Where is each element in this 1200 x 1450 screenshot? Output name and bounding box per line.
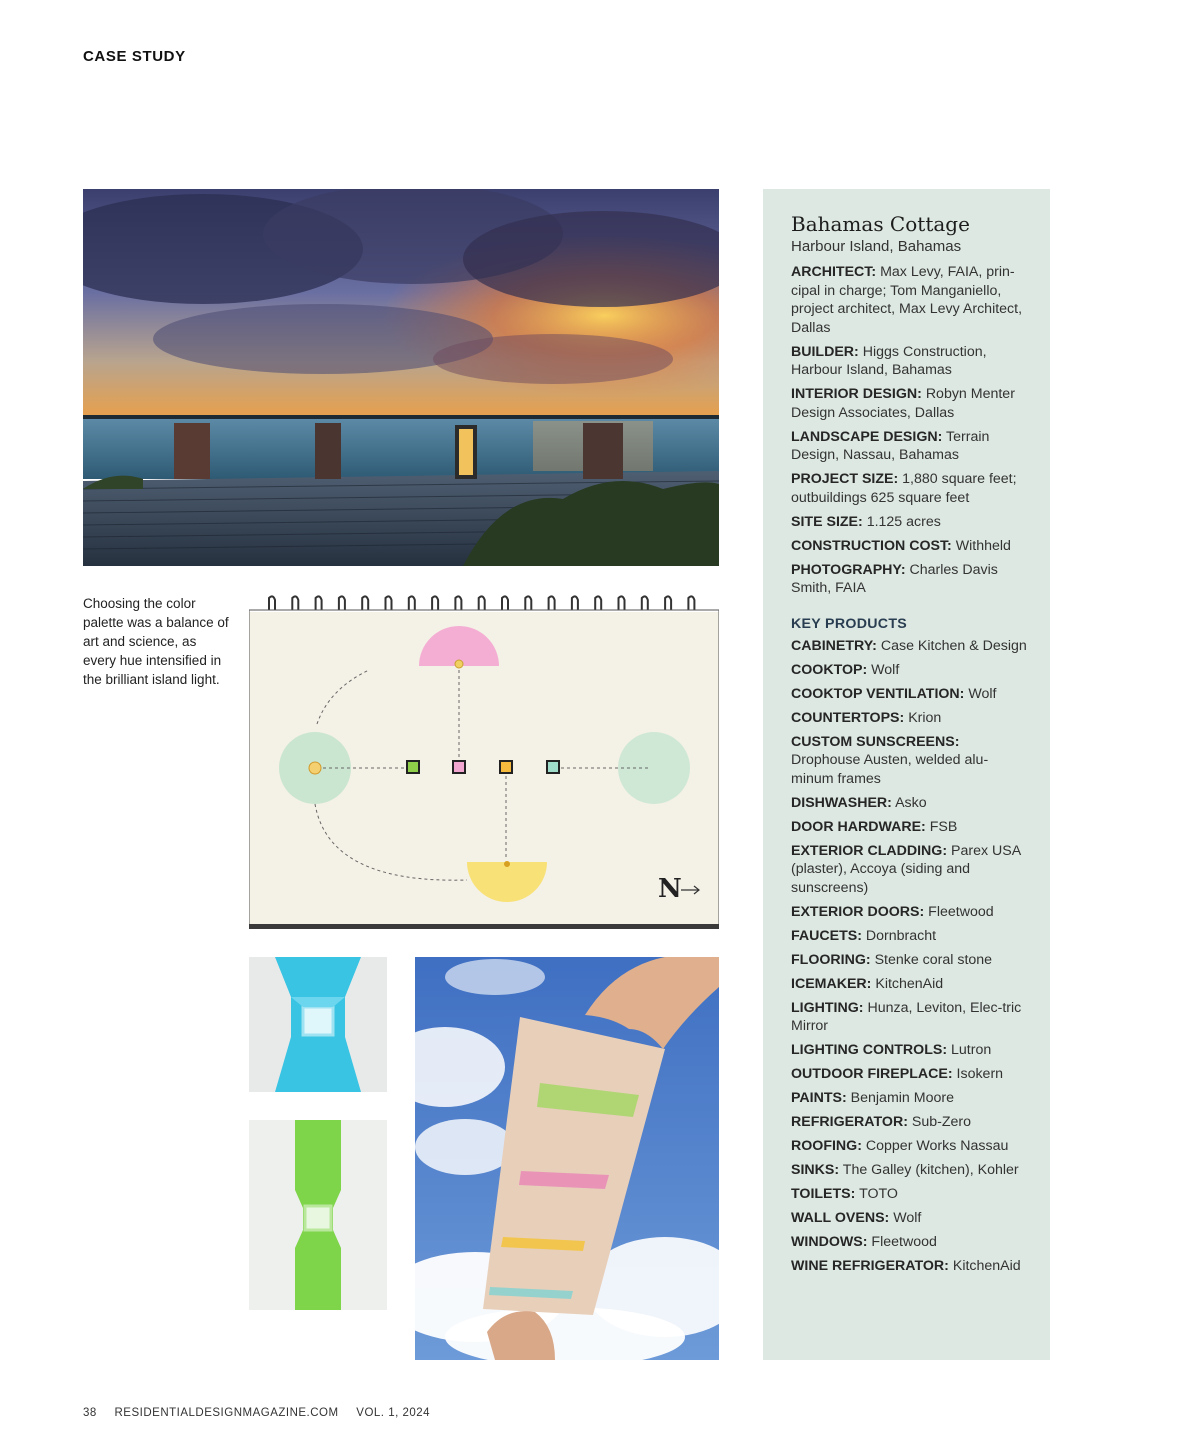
product-item-label: CABINETRY: — [791, 637, 877, 654]
credit-item — [791, 428, 1030, 465]
product-item — [791, 1113, 1030, 1132]
credit-item-value: 1,880 square feet; outbuildings 625 square feet — [791, 471, 1017, 506]
product-item-value: Krion — [908, 709, 942, 726]
credit-item-value: Terrain Design, Nassau, Bahamas — [791, 428, 990, 463]
page-number: 38 — [83, 1407, 97, 1419]
credit-item — [791, 537, 1030, 556]
credit-item — [791, 385, 1030, 422]
credit-item — [791, 470, 1030, 507]
color-palette-sketch — [249, 594, 719, 929]
product-item-label: WINDOWS: — [791, 1234, 868, 1250]
product-item-value: Sub-Zero — [911, 1114, 972, 1130]
credit-item-label: PHOTOGRAPHY: — [791, 561, 906, 578]
product-item-label: FAUCETS: — [791, 927, 862, 944]
project-info-sidebar — [763, 189, 1050, 1360]
product-item-label: FLOORING: — [791, 951, 871, 968]
product-item-label: LIGHTING CONTROLS: — [791, 1042, 948, 1058]
photo-caption: Choosing the color palette was a balance of art and science, as every hue intensified in the brilliant island light. — [83, 596, 229, 687]
product-item-value: TOTO — [859, 1186, 898, 1202]
project-title: Bahamas Cottage — [791, 212, 970, 236]
product-item-value: Fleetwood — [871, 1234, 937, 1250]
product-item — [791, 1161, 1030, 1180]
product-item-label: DISHWASHER: — [791, 794, 892, 811]
product-item — [791, 975, 1030, 994]
credit-item — [791, 263, 1030, 337]
credit-item-value: Higgs Construction, Harbour Island, Bahamas — [791, 343, 987, 378]
product-item-label: COOKTOP: — [791, 661, 868, 678]
product-item-value: Case Kitchen & Design — [880, 637, 1027, 654]
product-item-value: Copper Works Nassau — [865, 1138, 1009, 1154]
product-item — [791, 1065, 1030, 1084]
product-item-value: Isokern — [956, 1066, 1004, 1082]
product-item-value: Stenke coral stone — [874, 951, 993, 968]
product-item-value: Fleetwood — [928, 903, 994, 920]
credit-item — [791, 513, 1030, 532]
product-item-value: Hunza, Leviton, Elec-tric Mirror — [791, 999, 1022, 1034]
product-item-label: WINE REFRIGERATOR: — [791, 1258, 949, 1274]
hero-sunset-photo — [83, 189, 719, 566]
product-item-label: WALL OVENS: — [791, 1210, 890, 1226]
section-label: CASE STUDY — [83, 48, 186, 65]
product-item — [791, 903, 1030, 922]
product-item — [791, 1041, 1030, 1060]
product-item-value: Benjamin Moore — [850, 1090, 954, 1106]
product-item-value: Wolf — [893, 1210, 922, 1226]
product-item-value: Wolf — [968, 685, 997, 702]
credit-item — [791, 343, 1030, 380]
credit-item-value: 1.125 acres — [866, 513, 941, 530]
product-item — [791, 1137, 1030, 1156]
product-item — [791, 709, 1030, 728]
product-item-label: LIGHTING: — [791, 999, 864, 1016]
product-item-value: KitchenAid — [875, 975, 944, 992]
key-products-heading: KEY PRODUCTS — [791, 615, 908, 632]
credit-item-label: BUILDER: — [791, 343, 859, 360]
credit-item-label: INTERIOR DESIGN: — [791, 386, 922, 402]
credit-item-label: PROJECT SIZE: — [791, 471, 899, 487]
product-item-label: ROOFING: — [791, 1138, 862, 1154]
product-item-value: Lutron — [951, 1042, 992, 1058]
green-corridor-photo — [249, 1120, 387, 1310]
product-item — [791, 999, 1030, 1036]
product-item-label: SINKS: — [791, 1162, 840, 1178]
cyan-corridor-photo — [249, 957, 387, 1092]
product-item-value: The Galley (kitchen), Kohler — [842, 1162, 1019, 1178]
product-item-value: Asko — [895, 794, 927, 811]
product-item — [791, 1089, 1030, 1108]
credit-item-value: Charles Davis Smith, FAIA — [791, 561, 998, 596]
project-credits-list — [791, 263, 1030, 598]
product-item — [791, 1257, 1030, 1276]
product-item-value: FSB — [929, 818, 958, 835]
product-item-label: OUTDOOR FIREPLACE: — [791, 1066, 953, 1082]
product-item — [791, 951, 1030, 970]
product-item-label: CUSTOM SUNSCREENS: — [791, 733, 960, 750]
product-item-value: Dornbracht — [865, 927, 937, 944]
product-item-value: Wolf — [871, 661, 900, 678]
magazine-url: RESIDENTIALDESIGNMAGAZINE.COM — [114, 1407, 339, 1419]
credit-item-label: SITE SIZE: — [791, 513, 863, 530]
north-arrow-label: N — [658, 874, 682, 904]
credit-item — [791, 561, 1030, 598]
credit-item-label: ARCHITECT: — [791, 264, 877, 280]
product-item-label: COUNTERTOPS: — [791, 709, 905, 726]
credit-item-value: Withheld — [955, 537, 1011, 554]
credit-item-label: LANDSCAPE DESIGN: — [791, 428, 943, 445]
volume-label: VOL. 1, 2024 — [356, 1407, 431, 1419]
product-item — [791, 1233, 1030, 1252]
product-item — [791, 818, 1030, 837]
product-item-label: PAINTS: — [791, 1090, 847, 1106]
product-item — [791, 927, 1030, 946]
sky-color-sample-photo — [415, 957, 719, 1360]
product-item — [791, 733, 1030, 789]
product-item — [791, 637, 1030, 656]
product-item-value: Parex USA (plaster), Accoya (siding and sunscreens) — [791, 842, 1021, 896]
product-item-label: EXTERIOR CLADDING: — [791, 842, 948, 859]
credit-item-value: Robyn Menter Design Associates, Dallas — [791, 386, 1015, 421]
key-products-list — [791, 637, 1030, 1276]
product-item — [791, 794, 1030, 813]
product-item — [791, 1185, 1030, 1204]
product-item-label: ICEMAKER: — [791, 975, 872, 992]
credit-item-value: Max Levy, FAIA, prin-cipal in charge; Tom Manganiello, project architect, Max Levy Architect, Dallas — [791, 264, 1023, 336]
product-item — [791, 685, 1030, 704]
page-footer — [83, 1407, 444, 1419]
product-item-label: REFRIGERATOR: — [791, 1114, 908, 1130]
product-item — [791, 661, 1030, 680]
product-item-value: Drophouse Austen, welded alu-minum frames — [791, 752, 989, 787]
project-location: Harbour Island, Bahamas — [791, 238, 962, 255]
credit-item-label: CONSTRUCTION COST: — [791, 537, 952, 554]
product-item — [791, 1209, 1030, 1228]
product-item-label: DOOR HARDWARE: — [791, 818, 926, 835]
product-item-value: KitchenAid — [952, 1258, 1021, 1274]
product-item — [791, 842, 1030, 898]
product-item-label: EXTERIOR DOORS: — [791, 903, 925, 920]
product-item-label: TOILETS: — [791, 1186, 856, 1202]
product-item-label: COOKTOP VENTILATION: — [791, 685, 965, 702]
